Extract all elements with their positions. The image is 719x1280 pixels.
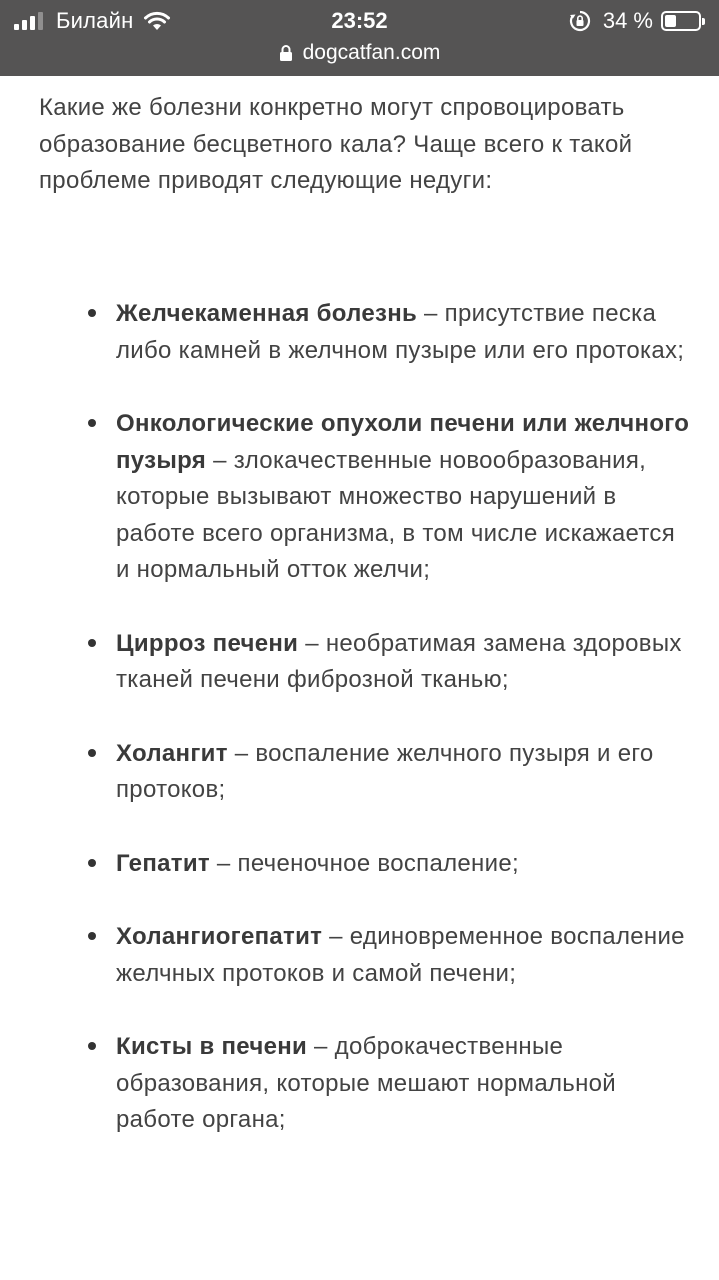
disease-term: Цирроз печени	[116, 629, 299, 657]
list-item	[0, 406, 719, 589]
battery-level	[665, 15, 676, 27]
disease-description: – доброкачественные образования, которые мешают нормальной работе органа;	[116, 1033, 616, 1133]
article-content	[0, 76, 719, 1280]
bullet-icon	[88, 1042, 96, 1050]
carrier-name: Билайн	[56, 8, 134, 33]
list-item	[0, 1029, 719, 1139]
status-right	[569, 7, 701, 35]
list-item	[0, 736, 719, 809]
disease-description: – необратимая замена здоровых тканей печени фиброзной тканью;	[116, 629, 682, 693]
intro-paragraph: Какие же болезни конкретно могут спровоцировать образование бесцветного кала? Чаще всего к такой проблеме приводят следующие недуги:	[39, 94, 633, 194]
disease-list	[0, 296, 719, 1176]
battery-percent: 34 %	[602, 8, 653, 33]
padlock-icon	[279, 44, 293, 62]
address-bar[interactable]	[0, 38, 719, 68]
disease-description: – единовременное воспаление желчных протоков и самой печени;	[116, 923, 685, 987]
rotation-lock-icon	[569, 10, 591, 32]
list-item	[0, 626, 719, 699]
battery-icon	[661, 11, 701, 31]
status-bar	[0, 0, 719, 76]
list-item	[0, 296, 719, 369]
disease-description: – присутствие песка либо камней в желчном пузыре или его протоках;	[116, 300, 685, 364]
disease-term: Кисты в печени	[116, 1033, 308, 1060]
list-item	[0, 846, 719, 883]
list-item	[0, 919, 719, 992]
disease-term: Холангит	[116, 739, 228, 767]
bullet-icon	[88, 419, 96, 427]
disease-description: – злокачественные новообразования, которые вызывают множество нарушений в работе всего организма, в том числе искажается и нормальный отток желчи;	[116, 446, 676, 583]
clock: 23:52	[331, 8, 388, 33]
disease-description: – печеночное воспаление;	[209, 849, 519, 877]
url-text: dogcatfan.com	[302, 41, 441, 64]
bullet-icon	[88, 749, 96, 757]
bullet-icon	[88, 859, 96, 867]
bullet-icon	[88, 639, 96, 647]
bullet-icon	[88, 309, 96, 317]
bullet-icon	[88, 932, 96, 940]
disease-term: Гепатит	[116, 849, 210, 877]
disease-term: Желчекаменная болезнь	[116, 300, 418, 327]
disease-term: Онкологические опухоли печени или желчного пузыря	[116, 410, 690, 474]
disease-term: Холангиогепатит	[116, 923, 323, 950]
disease-description: – воспаление желчного пузыря и его протоков;	[116, 739, 654, 803]
